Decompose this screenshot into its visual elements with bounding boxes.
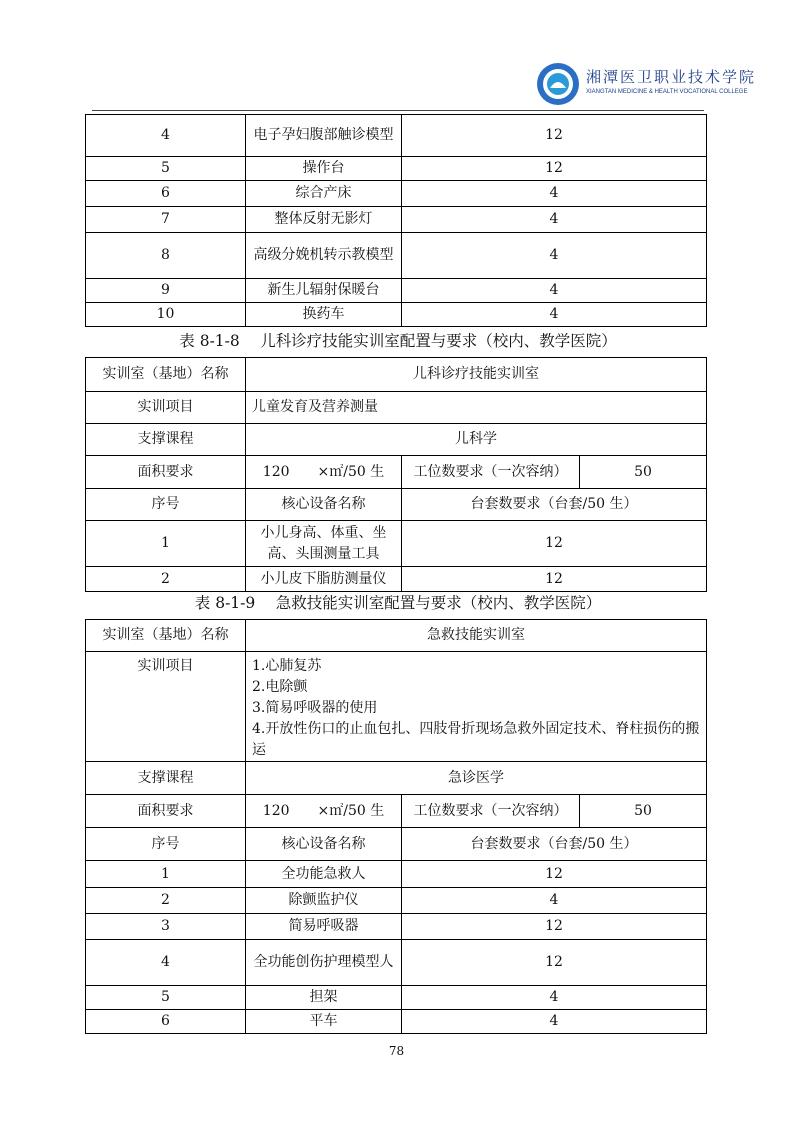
cell-name: 小儿皮下脂肪测量仪: [246, 567, 402, 592]
cell-qty: 4: [402, 279, 707, 303]
project-label: 实训项目: [86, 652, 246, 762]
college-logo: [536, 62, 757, 106]
area-label: 面积要求: [86, 795, 246, 828]
cell-qty: 12: [402, 940, 707, 986]
cell-no: 2: [86, 567, 246, 592]
course-label: 支撑课程: [86, 424, 246, 456]
table-row: [86, 1010, 707, 1034]
table-row: [86, 521, 707, 567]
table-row: [86, 303, 707, 327]
station-label: 工位数要求（一次容纳）: [402, 456, 580, 489]
area-value: 120 ×㎡/50 生: [246, 795, 402, 828]
cell-qty: 4: [402, 207, 707, 233]
table-obstetric-continuation: [85, 114, 707, 327]
cell-name: 换药车: [246, 303, 402, 327]
project-item: 2.电除颤: [252, 679, 308, 695]
table-pediatrics: [85, 357, 707, 592]
cell-no: 1: [86, 521, 246, 567]
room-value: 儿科诊疗技能实训室: [246, 358, 707, 392]
cell-no: 9: [86, 279, 246, 303]
equip-header: 核心设备名称: [246, 489, 402, 521]
cell-no: 1: [86, 861, 246, 888]
cell-name: 高级分娩机转示教模型: [246, 233, 402, 279]
table-row: [86, 456, 707, 489]
station-label: 工位数要求（一次容纳）: [402, 795, 580, 828]
cell-qty: 12: [402, 157, 707, 181]
cell-qty: 12: [402, 861, 707, 888]
table-row: [86, 940, 707, 986]
table-row: [86, 207, 707, 233]
room-label: 实训室（基地）名称: [86, 358, 246, 392]
table-row: [86, 888, 707, 914]
sets-header: 台套数要求（台套/50 生）: [402, 489, 707, 521]
cell-no: 10: [86, 303, 246, 327]
table-row: [86, 233, 707, 279]
cell-no: 4: [86, 940, 246, 986]
cell-qty: 12: [402, 115, 707, 157]
table-row: [86, 762, 707, 795]
cell-qty: 4: [402, 303, 707, 327]
cell-qty: 12: [402, 567, 707, 592]
table-header-row: [86, 489, 707, 521]
cell-name: 整体反射无影灯: [246, 207, 402, 233]
table-row: [86, 115, 707, 157]
cell-name: 小儿身高、体重、坐高、头围测量工具: [246, 521, 402, 567]
sets-header: 台套数要求（台套/50 生）: [402, 828, 707, 861]
project-value: 儿童发育及营养测量: [246, 392, 707, 424]
table-row: [86, 567, 707, 592]
cell-qty: 12: [402, 521, 707, 567]
cell-qty: 4: [402, 888, 707, 914]
cell-no: 5: [86, 157, 246, 181]
cell-name: 平车: [246, 1010, 402, 1034]
page-number: 78: [388, 1044, 405, 1058]
cell-no: 6: [86, 181, 246, 207]
table-caption-emergency: 表 8-1-9 急救技能实训室配置与要求（校内、教学医院）: [194, 594, 602, 612]
cell-no: 8: [86, 233, 246, 279]
table-row: [86, 861, 707, 888]
header-rule: [92, 110, 704, 111]
cell-name: 电子孕妇腹部触诊模型: [246, 115, 402, 157]
cell-name: 简易呼吸器: [246, 914, 402, 940]
college-name: 湘潭医卫职业技术学院: [586, 68, 757, 86]
table-row: [86, 620, 707, 652]
room-value: 急救技能实训室: [246, 620, 707, 652]
no-header: 序号: [86, 489, 246, 521]
table-row: [86, 157, 707, 181]
project-list: [246, 652, 707, 762]
project-item: 1.心肺复苏: [252, 658, 322, 674]
cell-no: 3: [86, 914, 246, 940]
equip-header: 核心设备名称: [246, 828, 402, 861]
table-row: [86, 652, 707, 762]
no-header: 序号: [86, 828, 246, 861]
cell-name: 担架: [246, 986, 402, 1010]
table-row: [86, 358, 707, 392]
cell-qty: 4: [402, 1010, 707, 1034]
project-item: 4.开放性伤口的止血包扎、四肢骨折现场急救外固定技术、脊柱损伤的搬运: [252, 721, 700, 758]
table-row: [86, 795, 707, 828]
college-name-en: XIANGTAN MEDICINE & HEALTH VOCATIONAL COLLEGE: [586, 89, 748, 95]
cell-name: 操作台: [246, 157, 402, 181]
course-value: 儿科学: [246, 424, 707, 456]
cell-no: 2: [86, 888, 246, 914]
area-label: 面积要求: [86, 456, 246, 489]
cell-name: 除颤监护仪: [246, 888, 402, 914]
cell-no: 6: [86, 1010, 246, 1034]
table-row: [86, 986, 707, 1010]
course-value: 急诊医学: [246, 762, 707, 795]
cell-name: 全功能创伤护理模型人: [246, 940, 402, 986]
project-label: 实训项目: [86, 392, 246, 424]
room-label: 实训室（基地）名称: [86, 620, 246, 652]
table-row: [86, 279, 707, 303]
cell-name: 全功能急救人: [246, 861, 402, 888]
cell-no: 4: [86, 115, 246, 157]
cell-no: 5: [86, 986, 246, 1010]
cell-qty: 4: [402, 986, 707, 1010]
table-caption-pediatrics: 表 8-1-8 儿科诊疗技能实训室配置与要求（校内、教学医院）: [179, 332, 617, 350]
cell-no: 7: [86, 207, 246, 233]
table-row: [86, 424, 707, 456]
table-row: [86, 181, 707, 207]
cell-qty: 4: [402, 233, 707, 279]
project-item: 3.简易呼吸器的使用: [252, 700, 378, 716]
table-row: [86, 392, 707, 424]
cell-qty: 12: [402, 914, 707, 940]
course-label: 支撑课程: [86, 762, 246, 795]
table-header-row: [86, 828, 707, 861]
area-value: 120 ×㎡/50 生: [246, 456, 402, 489]
college-emblem-icon: [536, 62, 580, 106]
cell-name: 新生儿辐射保暖台: [246, 279, 402, 303]
table-emergency: [85, 619, 707, 1034]
cell-qty: 4: [402, 181, 707, 207]
cell-name: 综合产床: [246, 181, 402, 207]
station-value: 50: [580, 795, 707, 828]
table-row: [86, 914, 707, 940]
station-value: 50: [580, 456, 707, 489]
